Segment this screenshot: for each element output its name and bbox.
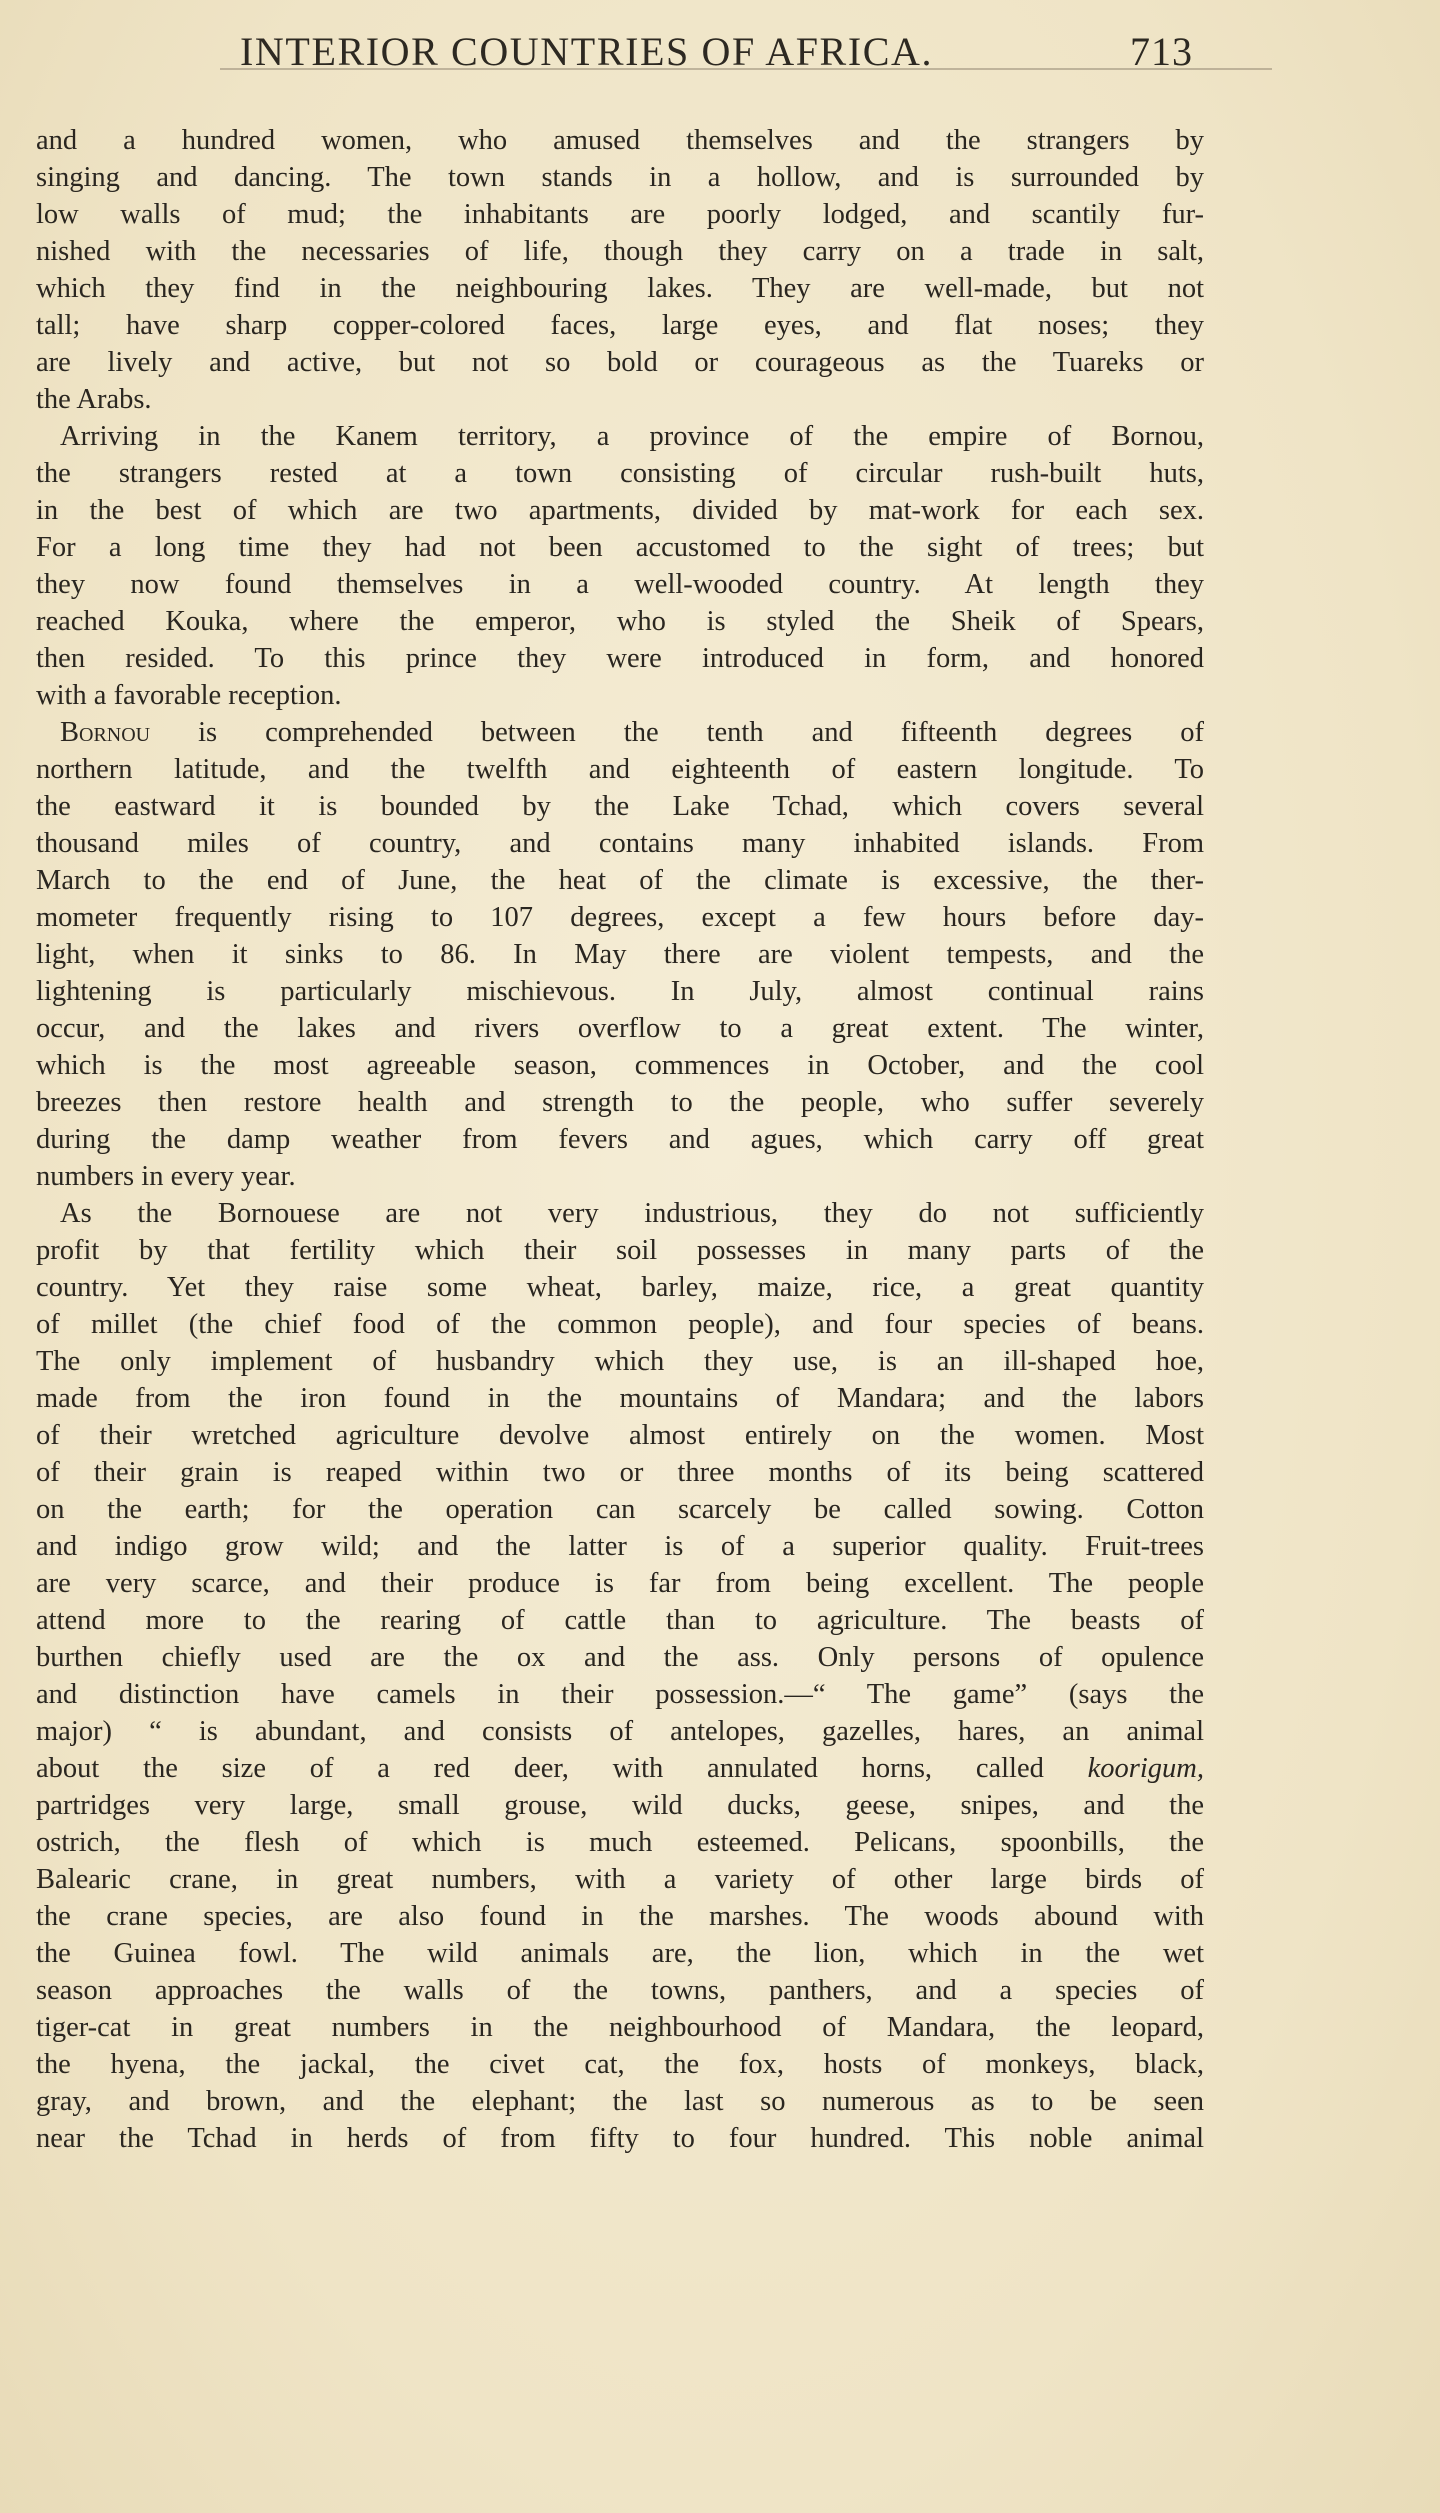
text-line [36,1491,1204,1528]
line-text: For a long time they had not been accustomed to the sight of trees; but [36,532,1204,563]
text-line [36,2046,1204,2083]
line-text: tall; have sharp copper-colored faces, large eyes, and flat noses; they [36,310,1204,341]
line-text: partridges very large, small grouse, wild ducks, geese, snipes, and the [36,1790,1204,1821]
line-text: and indigo grow wild; and the latter is of a superior quality. Fruit-trees [36,1531,1204,1562]
line-text: thousand miles of country, and contains many inhabited islands. From [36,828,1204,859]
line-text: and distinction have camels in their possession.—“ The game” (says the [36,1679,1204,1710]
text-line [36,196,1204,233]
text-line [36,1750,1204,1787]
text-line [36,1824,1204,1861]
text-line [36,1010,1204,1047]
line-text: The only implement of husbandry which they use, is an ill-shaped hoe, [36,1346,1204,1377]
line-text: about the size of a red deer, with annulated horns, called [36,1753,1088,1784]
line-text: the strangers rested at a town consisting of circular rush-built huts, [36,458,1204,489]
line-text: singing and dancing. The town stands in a hollow, and is surrounded by [36,162,1204,193]
text-line [36,2009,1204,2046]
line-text: mometer frequently rising to 107 degrees, except a few hours before day- [36,902,1204,933]
line-text: ostrich, the flesh of which is much esteemed. Pelicans, spoonbills, the [36,1827,1204,1858]
line-text: is comprehended between the tenth and fifteenth degrees of [150,717,1204,748]
line-text: the Guinea fowl. The wild animals are, the lion, which in the wet [36,1938,1204,1969]
line-text: near the Tchad in herds of from fifty to four hundred. This noble animal [36,2123,1204,2154]
line-text: tiger-cat in great numbers in the neighbourhood of Mandara, the leopard, [36,2012,1204,2043]
line-text: the Arabs. [36,384,152,415]
line-text: made from the iron found in the mountains of Mandara; and the labors [36,1383,1204,1414]
line-text: low walls of mud; the inhabitants are poorly lodged, and scantily fur- [36,199,1204,230]
text-line [36,751,1204,788]
page-number: 713 [1130,29,1193,74]
text-line [36,788,1204,825]
text-line [36,1602,1204,1639]
line-text: March to the end of June, the heat of the climate is excessive, the ther- [36,865,1204,896]
text-line [36,825,1204,862]
italic-term: koorigum, [1087,1753,1204,1784]
line-text: country. Yet they raise some wheat, barley, maize, rice, a great quantity [36,1272,1204,1303]
line-text: numbers in every year. [36,1161,296,1192]
line-text: major) “ is abundant, and consists of antelopes, gazelles, hares, an animal [36,1716,1204,1747]
line-text: profit by that fertility which their soil possesses in many parts of the [36,1235,1204,1266]
text-line [36,2120,1204,2157]
line-text: and a hundred women, who amused themselves and the strangers by [36,125,1204,156]
line-text: the eastward it is bounded by the Lake Tchad, which covers several [36,791,1204,822]
body-text [36,122,1204,2157]
text-line [36,1565,1204,1602]
line-text: which they find in the neighbouring lakes. They are well-made, but not [36,273,1204,304]
line-text: which is the most agreeable season, commences in October, and the cool [36,1050,1204,1081]
text-line [36,1639,1204,1676]
text-line [36,159,1204,196]
text-line [36,418,1204,455]
text-line [36,899,1204,936]
line-text: lightening is particularly mischievous. In July, almost continual rains [36,976,1204,1007]
text-line [36,1861,1204,1898]
text-line [36,233,1204,270]
small-caps-word: Bornou [60,717,151,748]
text-line [36,1047,1204,1084]
line-text: nished with the necessaries of life, though they carry on a trade in salt, [36,236,1204,267]
text-line [36,1343,1204,1380]
text-line [36,936,1204,973]
line-text: attend more to the rearing of cattle than to agriculture. The beasts of [36,1605,1204,1636]
text-line [36,1084,1204,1121]
text-line [36,714,1204,751]
text-line [36,862,1204,899]
text-line [36,381,1204,418]
line-text: during the damp weather from fevers and agues, which carry off great [36,1124,1204,1155]
line-text: of their wretched agriculture devolve almost entirely on the women. Most [36,1420,1204,1451]
text-line [36,122,1204,159]
line-text: then resided. To this prince they were introduced in form, and honored [36,643,1204,674]
running-title: INTERIOR COUNTRIES OF AFRICA. [240,29,934,74]
line-text: reached Kouka, where the emperor, who is styled the Sheik of Spears, [36,606,1204,637]
line-text: they now found themselves in a well-wooded country. At length they [36,569,1204,600]
text-line [36,1454,1204,1491]
text-line [36,1195,1204,1232]
text-line [36,1121,1204,1158]
text-line [36,1676,1204,1713]
line-text: the hyena, the jackal, the civet cat, the fox, hosts of monkeys, black, [36,2049,1204,2080]
text-line [36,1417,1204,1454]
line-text: on the earth; for the operation can scarcely be called sowing. Cotton [36,1494,1204,1525]
line-text: burthen chiefly used are the ox and the ass. Only persons of opulence [36,1642,1204,1673]
text-line [36,640,1204,677]
line-text: light, when it sinks to 86. In May there are violent tempests, and the [36,939,1204,970]
line-text: in the best of which are two apartments, divided by mat-work for each sex. [36,495,1204,526]
line-text: are lively and active, but not so bold or courageous as the Tuareks or [36,347,1204,378]
text-line [36,1898,1204,1935]
text-line [36,1935,1204,1972]
text-line [36,1972,1204,2009]
line-text: breezes then restore health and strength to the people, who suffer severely [36,1087,1204,1118]
text-line [36,1380,1204,1417]
line-text: are very scarce, and their produce is far from being excellent. The people [36,1568,1204,1599]
line-text: season approaches the walls of the towns, panthers, and a species of [36,1975,1204,2006]
line-text: of their grain is reaped within two or three months of its being scattered [36,1457,1204,1488]
line-text: with a favorable reception. [36,680,342,711]
text-line [36,566,1204,603]
text-line [36,529,1204,566]
text-line [36,1158,1204,1195]
line-text: the crane species, are also found in the marshes. The woods abound with [36,1901,1204,1932]
text-line [36,307,1204,344]
text-line [36,1528,1204,1565]
text-line [36,492,1204,529]
line-text: occur, and the lakes and rivers overflow to a great extent. The winter, [36,1013,1204,1044]
text-line [36,973,1204,1010]
text-line [36,1713,1204,1750]
text-line [36,270,1204,307]
line-text: As the Bornouese are not very industrious, they do not sufficiently [60,1198,1204,1229]
text-line [36,1269,1204,1306]
line-text: Balearic crane, in great numbers, with a variety of other large birds of [36,1864,1204,1895]
text-line [36,1306,1204,1343]
text-line [36,603,1204,640]
text-line [36,455,1204,492]
text-line [36,2083,1204,2120]
line-text: gray, and brown, and the elephant; the last so numerous as to be seen [36,2086,1204,2117]
text-line [36,1232,1204,1269]
text-line [36,1787,1204,1824]
line-text: Arriving in the Kanem territory, a province of the empire of Bornou, [60,421,1204,452]
text-line [36,344,1204,381]
line-text: of millet (the chief food of the common people), and four species of beans. [36,1309,1204,1340]
text-line [36,677,1204,714]
page-header [72,28,1202,78]
line-text: northern latitude, and the twelfth and eighteenth of eastern longitude. To [36,754,1204,785]
